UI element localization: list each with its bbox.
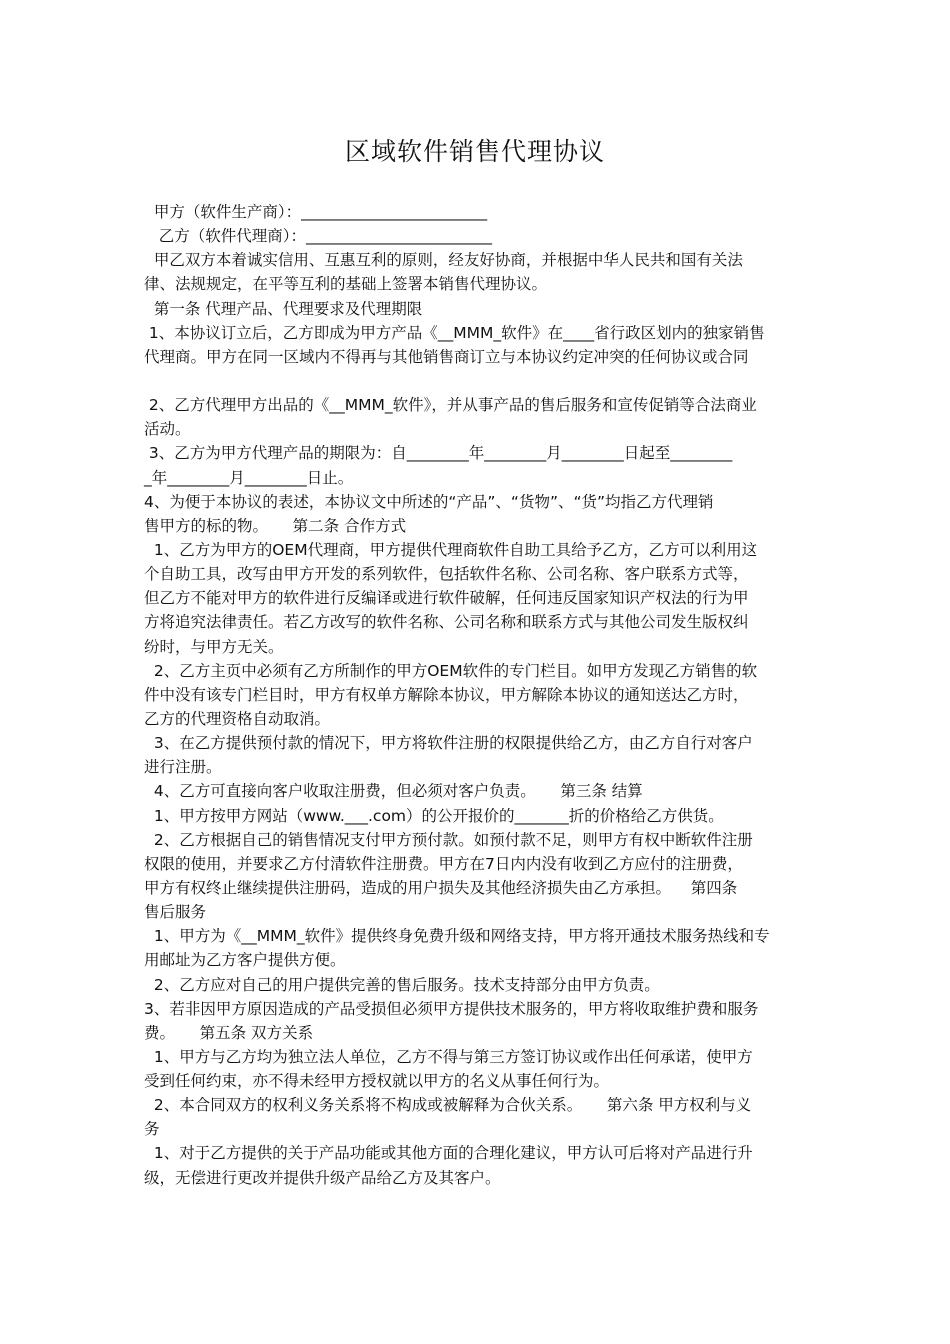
text-line: 务 xyxy=(144,1120,160,1139)
text-line: 甲乙双方本着诚实信用、互惠互利的原则，经友好协商，并根据中华人民共和国有关法 xyxy=(144,251,743,270)
text-line: 用邮址为乙方客户提供方便。 xyxy=(144,951,346,970)
text-line: 件中没有该专门栏目时，甲方有权单方解除本协议，甲方解除本协议的通知送达乙方时， xyxy=(144,685,749,704)
text-line: 1、乙方为甲方的OEM代理商，甲方提供代理商软件自助工具给予乙方，乙方可以利用这 xyxy=(144,540,758,559)
text-line: 活动。 xyxy=(144,420,191,439)
text-line: 甲方（软件生产商）：________________________ xyxy=(144,203,488,221)
text-line: 2、乙方代理甲方出品的《__MMM_软件》，并从事产品的售后服务和宣传促销等合法商业 xyxy=(144,396,757,415)
text-line: 2、乙方根据自己的销售情况支付甲方预付款。如预付款不足，则甲方有权中断软件注册 xyxy=(144,830,753,849)
text-line xyxy=(144,369,816,393)
text-line: 纷时，与甲方无关。 xyxy=(144,637,284,656)
text-line: 售甲方的标的物。 第二条 合作方式 xyxy=(144,516,407,535)
document-body xyxy=(144,200,816,1190)
text-line: 3、在乙方提供预付款的情况下，甲方将软件注册的权限提供给乙方，由乙方自行对客户 xyxy=(144,734,753,753)
text-line: 受到任何约束，亦不得未经甲方授权就以甲方的名义从事任何行为。 xyxy=(144,1072,610,1091)
text-line: 代理商。甲方在同一区域内不得再与其他销售商订立与本协议约定冲突的任何协议或合同 xyxy=(144,347,749,366)
text-line: 律、法规规定，在平等互利的基础上签署本销售代理协议。 xyxy=(144,275,548,294)
text-line: 级，无偿进行更改并提供升级产品给乙方及其客户。 xyxy=(144,1168,501,1187)
text-line: 2、乙方主页中必须有乙方所制作的甲方OEM软件的专门栏目。如甲方发现乙方销售的软 xyxy=(144,661,758,680)
text-line: 乙方（软件代理商）：________________________ xyxy=(144,227,493,246)
text-line: 费。 第五条 双方关系 xyxy=(144,1023,314,1042)
text-line: 1、甲方与乙方均为独立法人单位，乙方不得与第三方签订协议或作出任何承诺，使甲方 xyxy=(144,1047,753,1066)
text-line: 甲方有权终止继续提供注册码，造成的用户损失及其他经济损失由乙方承担。 第四条 xyxy=(144,878,738,897)
text-line: 权限的使用，并要求乙方付清软件注册费。甲方在7日内内没有收到乙方应付的注册费， xyxy=(144,854,743,873)
text-line: 4、为便于本协议的表述，本协议文中所述的“产品”、“货物”、“货”均指乙方代理销 xyxy=(144,492,714,511)
text-line: 乙方的代理资格自动取消。 xyxy=(144,709,331,728)
text-line: _年________月________日止。 xyxy=(144,468,354,487)
text-line: 第一条 代理产品、代理要求及代理期限 xyxy=(144,299,423,318)
text-line: 方将追究法律责任。若乙方改写的软件名称、公司名称和联系方式与其他公司发生版权纠 xyxy=(144,613,749,632)
text-line: 个自助工具，改写由甲方开发的系列软件，包括软件名称、公司名称、客户联系方式等， xyxy=(144,565,749,584)
text-line: 但乙方不能对甲方的软件进行反编译或进行软件破解，任何违反国家知识产权法的行为甲 xyxy=(144,589,749,608)
text-line: 1、对于乙方提供的关于产品功能或其他方面的合理化建议，甲方认可后将对产品进行升 xyxy=(144,1144,753,1163)
text-line: 售后服务 xyxy=(144,903,207,922)
text-line: 3、若非因甲方原因造成的产品受损但必须甲方提供技术服务的，甲方将收取维护费和服务 xyxy=(144,999,759,1018)
text-line: 2、本合同双方的权利义务关系将不构成或被解释为合伙关系。 第六条 甲方权利与义 xyxy=(144,1096,752,1115)
text-line: 4、乙方可直接向客户收取注册费，但必须对客户负责。 第三条 结算 xyxy=(144,782,643,801)
text-line: 1、本协议订立后，乙方即成为甲方产品《__MMM_软件》在____省行政区划内的独家销售 xyxy=(144,323,765,342)
text-line: 1、甲方按甲方网站（www.___.com）的公开报价的_______折的价格给乙方供货。 xyxy=(144,806,724,825)
text-line: 3、乙方为甲方代理产品的期限为：自________年________月________日起至________ xyxy=(144,444,733,463)
text-line: 1、甲方为《__MMM_软件》提供终身免费升级和网络支持，甲方将开通技术服务热线和专 xyxy=(144,927,770,946)
text-line: 进行注册。 xyxy=(144,758,222,777)
text-line: 2、乙方应对自己的用户提供完善的售后服务。技术支持部分由甲方负责。 xyxy=(144,975,660,994)
document-title: 区域软件销售代理协议 xyxy=(344,137,605,166)
